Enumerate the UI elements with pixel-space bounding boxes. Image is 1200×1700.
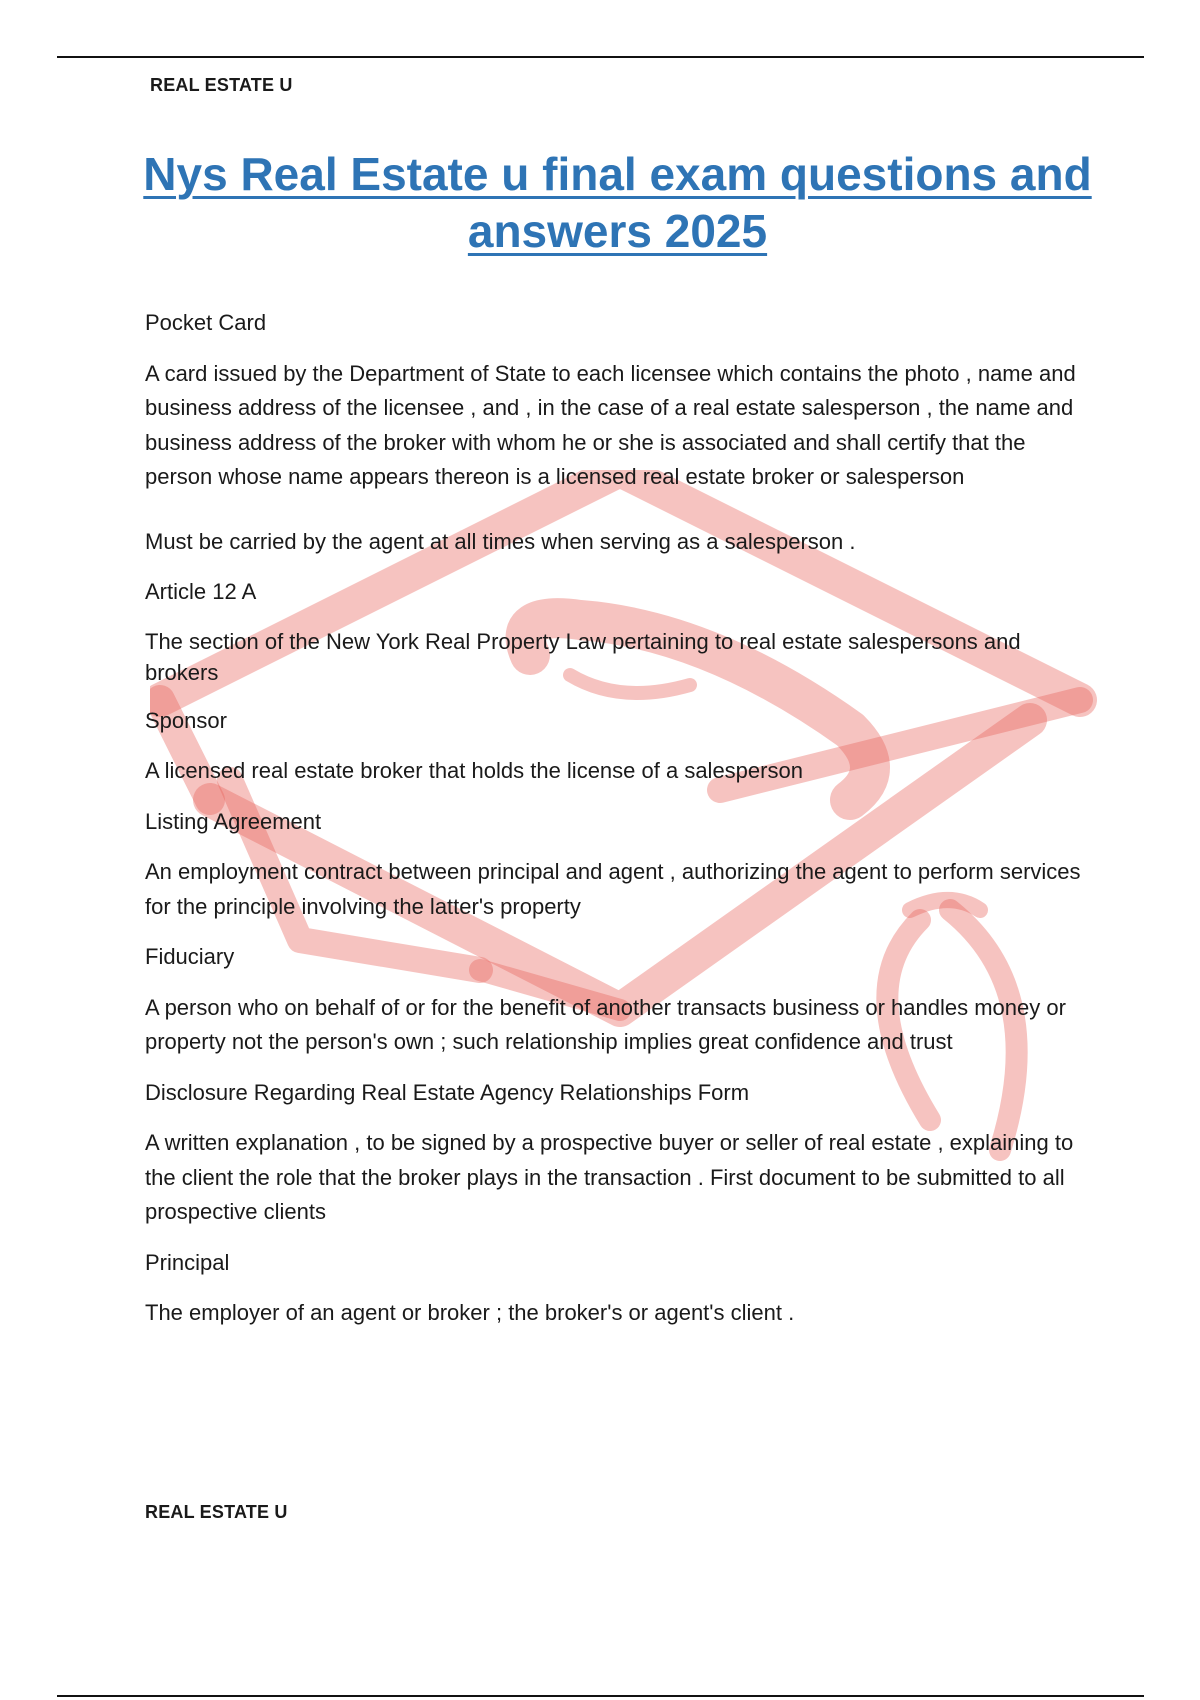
term-principal: Principal [145,1249,230,1275]
pocket-card-note: Must be carried by the agent at all times when serving as a salesperson . [145,528,856,554]
definitions-list [145,306,1095,1347]
definition-principal: The employer of an agent or broker ; the broker's or agent's client . [145,1300,795,1325]
term-article-12a: Article 12 A [145,579,257,604]
term-sponsor: Sponsor [145,707,227,733]
definition-disclosure-form: A written explanation , to be signed by a prospective buyer or seller of real estate , explaining to the client the role that the broker plays in the transaction . First document to be submitted to all prospective clients [145,1130,1074,1224]
term-pocket-card: Pocket Card [145,310,267,335]
term-disclosure-form: Disclosure Regarding Real Estate Agency Relationships Form [145,1079,750,1105]
bottom-rule [57,1695,1144,1697]
definition-pocket-card: A card issued by the Department of State to each licensee which contains the photo , name and business address of the licensee , and , in the case of a real estate salesperson , the name and business address of the broker with whom he or she is associated and shall certify that the person whose name appears thereon is a licensed real estate broker or salesperson [145,360,1076,489]
term-listing-agreement: Listing Agreement [145,808,322,834]
definition-article-12a: The section of the New York Real Property Law pertaining to real estate salespersons and brokers [145,628,1021,685]
definition-sponsor: A licensed real estate broker that holds the license of a salesperson [145,758,803,783]
definition-listing-agreement: An employment contract between principal and agent , authorizing the agent to perform services for the principle involving the latter's property [145,859,1081,919]
term-fiduciary: Fiduciary [145,944,235,969]
definition-fiduciary: A person who on behalf of or for the benefit of another transacts business or handles money or property not the person's own ; such relationship implies great confidence and trust [145,994,1066,1054]
page-title: Nys Real Estate u final exam questions and answers 2025 [143,148,1092,257]
footer-label: REAL ESTATE U [145,1502,288,1522]
header-label: REAL ESTATE U [150,75,293,95]
top-rule [57,56,1144,58]
